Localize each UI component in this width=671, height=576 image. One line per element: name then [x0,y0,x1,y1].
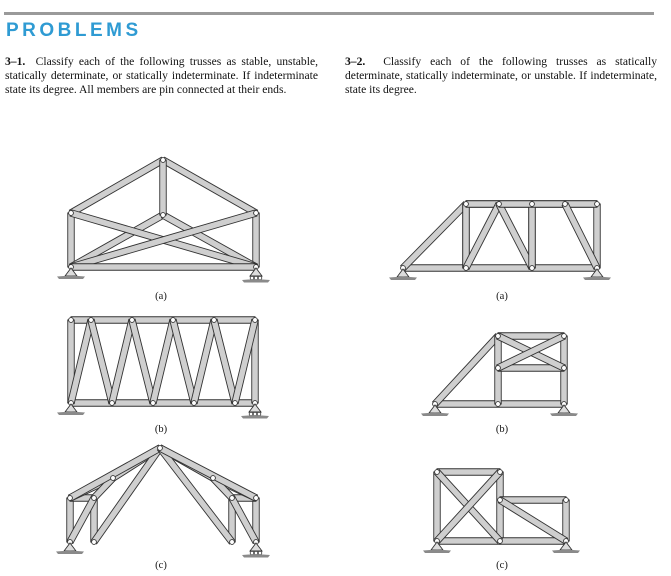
problem-3-2-number: 3–2. [345,55,366,68]
pin-joint [230,496,235,501]
fig-3-2-a-label: (a) [496,291,508,302]
pin-joint [254,211,259,216]
pin-joint [211,476,216,481]
pin-joint [192,401,197,406]
pin-joint [563,202,568,207]
truss-member [160,160,167,215]
fig-3-1-a-label: (a) [155,291,167,302]
truss-member [71,400,255,407]
fig-3-2-b-label: (b) [495,424,509,435]
pin-joint [68,496,73,501]
pin-joint [498,498,503,503]
truss-member [69,157,164,216]
truss-member [403,265,597,272]
pin-joint [530,266,535,271]
fig-3-1-c-label: (c) [155,560,167,571]
truss-3-1-b [57,317,269,419]
truss-3-1-c [56,445,270,557]
pin-joint [151,401,156,406]
truss-member [170,319,197,404]
pin-joint [158,446,163,451]
pin-joint [562,334,567,339]
pin-joint [464,266,469,271]
pin-joint [564,498,569,503]
truss-member [433,334,501,406]
truss-3-2-a [389,201,611,280]
section-heading: PROBLEMS [6,20,142,41]
problem-3-1-number: 3–1. [5,55,26,68]
truss-3-2-b [421,333,578,416]
truss-member [88,319,115,404]
truss-member [497,472,504,541]
truss-member [91,446,162,544]
truss-member [68,213,75,267]
pin-joint [253,318,258,323]
pin-joint [562,366,567,371]
pin-joint [130,318,135,323]
pin-joint [92,496,97,501]
pin-joint [212,318,217,323]
truss-member [71,317,255,324]
pin-joint [254,496,259,501]
truss-member [253,213,260,267]
fig-3-1-b-label: (b) [154,424,168,435]
pin-joint [89,318,94,323]
pin-joint [69,318,74,323]
pin-joint [171,318,176,323]
truss-member [498,497,567,544]
truss-3-2-c [423,469,580,553]
truss-member [437,538,500,545]
pin-joint [111,476,116,481]
truss-member [532,201,565,208]
truss-member [161,157,257,216]
truss-member [401,202,469,271]
pin-joint [233,401,238,406]
truss-member [434,472,441,541]
truss-member [211,319,238,404]
truss-3-1-a [57,157,270,282]
pin-joint [161,213,166,218]
pin-joint [496,366,501,371]
pin-joint [497,202,502,207]
pin-joint [496,334,501,339]
pin-joint [595,202,600,207]
fig-3-2-c-label: (c) [496,560,508,571]
pin-joint [498,470,503,475]
truss-member [129,319,156,404]
pin-joint [92,540,97,545]
pin-joint [110,401,115,406]
pin-joint [69,211,74,216]
pin-joint [230,540,235,545]
pin-joint [496,402,501,407]
truss-member [529,204,536,268]
truss-member [437,469,500,476]
roller-support [242,543,270,558]
pin-joint [498,539,503,544]
truss-member [71,264,256,271]
truss-member [68,445,161,501]
pin-joint [464,202,469,207]
truss-member [499,201,532,208]
truss-member [563,500,570,541]
pin-joint [530,202,535,207]
pin-support [56,543,84,554]
truss-member [158,445,257,501]
pin-joint [435,470,440,475]
problem-3-1-text: Classify each of the following trusses as stable, unstable, statically determinate, or statically indeterminate. If indeterminate state its degree. All members are pin connected at their ends. [5,55,318,97]
truss-member [157,446,234,544]
pin-joint [161,158,166,163]
problem-3-2-text: Classify each of the following trusses as statically determinate, statically indeterminate, or unstable. If indeterminate, state its degree. [345,55,657,97]
